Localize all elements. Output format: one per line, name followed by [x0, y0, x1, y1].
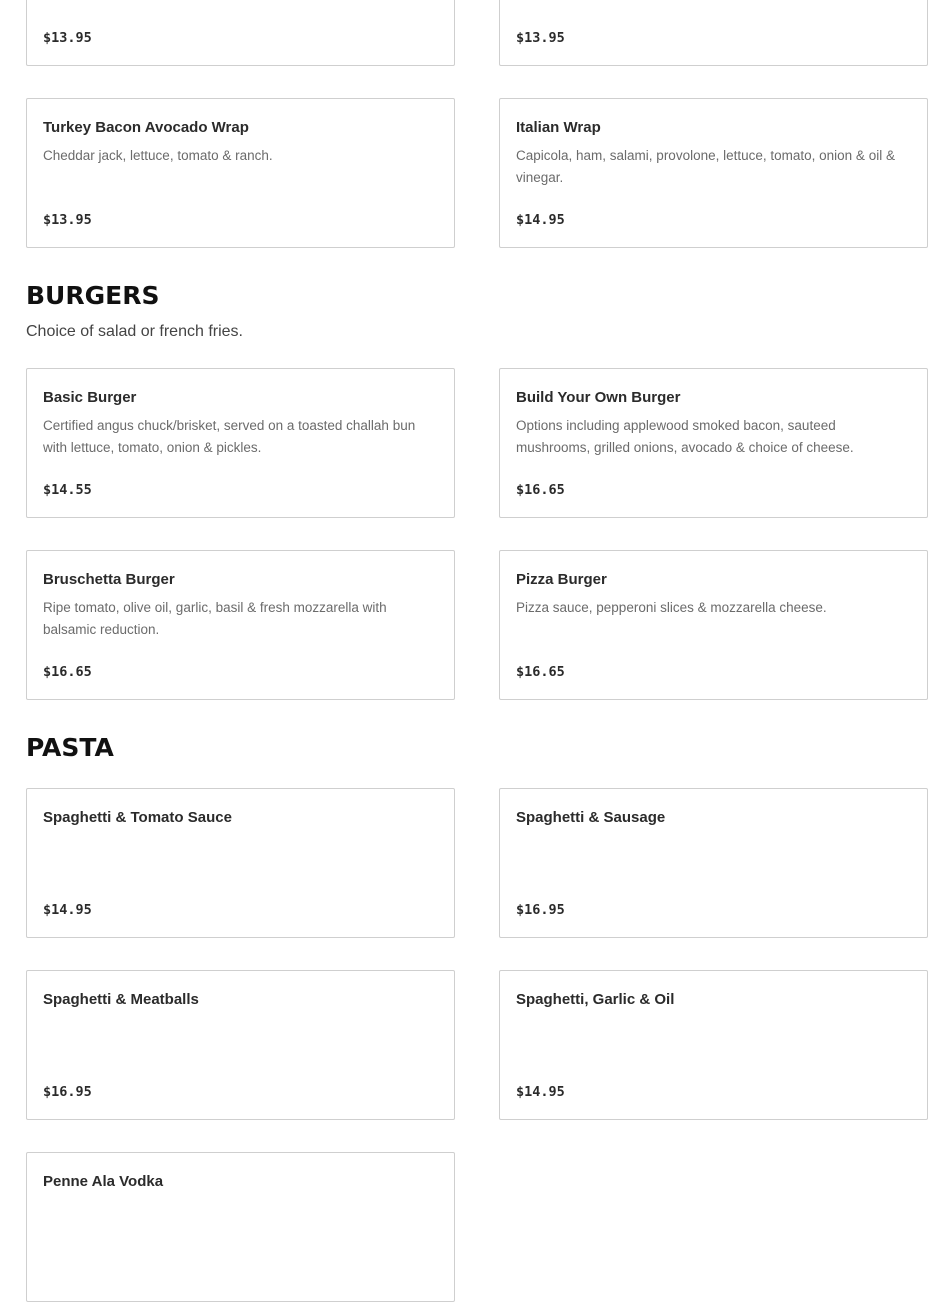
- menu-item-price: $16.65: [516, 664, 565, 680]
- menu-item-description: Ripe tomato, olive oil, garlic, basil & fresh mozzarella with balsamic reduction.: [43, 600, 387, 637]
- menu-item-description: Pizza sauce, pepperoni slices & mozzarella cheese.: [516, 600, 827, 615]
- menu-item-price: $16.95: [516, 902, 565, 918]
- menu-item-card[interactable]: [499, 550, 928, 700]
- menu-item-card[interactable]: [26, 368, 455, 518]
- menu-item-name: Spaghetti, Garlic & Oil: [516, 991, 675, 1008]
- menu-item-card[interactable]: [499, 970, 928, 1120]
- menu-item-card[interactable]: [499, 0, 928, 66]
- menu-item-name: Spaghetti & Sausage: [516, 809, 666, 826]
- menu-item-price: $16.95: [43, 1084, 92, 1100]
- menu-item-name: Turkey Bacon Avocado Wrap: [43, 119, 249, 136]
- menu-item-card[interactable]: [499, 98, 928, 248]
- menu-item-price: $14.55: [43, 482, 92, 498]
- menu-item-card[interactable]: [499, 788, 928, 938]
- section-subtitle-burgers: Choice of salad or french fries.: [26, 323, 243, 340]
- menu-item-price: $14.95: [516, 212, 565, 228]
- menu-item-card[interactable]: [26, 970, 455, 1120]
- section-title-burgers: BURGERS: [26, 281, 160, 310]
- menu-item-name: Bruschetta Burger: [43, 571, 175, 588]
- menu-item-card[interactable]: [26, 98, 455, 248]
- menu-item-description: Cheddar jack, lettuce, tomato & ranch.: [43, 148, 273, 163]
- section-title-pasta: PASTA: [26, 733, 114, 762]
- menu-item-card[interactable]: [499, 368, 928, 518]
- menu-item-price: $14.95: [43, 902, 92, 918]
- menu-item-card[interactable]: [26, 1152, 455, 1302]
- menu-item-name: Build Your Own Burger: [516, 389, 681, 406]
- menu-item-name: Spaghetti & Meatballs: [43, 991, 199, 1008]
- menu-item-price: $16.65: [43, 664, 92, 680]
- menu-item-name: Italian Wrap: [516, 119, 601, 136]
- menu-item-name: Spaghetti & Tomato Sauce: [43, 809, 232, 826]
- menu-item-name: Pizza Burger: [516, 571, 607, 588]
- menu-item-price: $13.95: [43, 30, 92, 46]
- menu-item-description: Certified angus chuck/brisket, served on a toasted challah bun with lettuce, tomato, onion & pickles.: [43, 418, 416, 455]
- menu-item-name: Penne Ala Vodka: [43, 1173, 164, 1190]
- menu-item-price: $13.95: [516, 30, 565, 46]
- menu-item-price: $14.95: [516, 1084, 565, 1100]
- menu-item-description: Options including applewood smoked bacon, sauteed mushrooms, grilled onions, avocado & choice of cheese.: [516, 418, 854, 455]
- menu-item-card[interactable]: [26, 788, 455, 938]
- menu-item-price: $13.95: [43, 212, 92, 228]
- menu-item-description: Capicola, ham, salami, provolone, lettuce, tomato, onion & oil & vinegar.: [516, 148, 895, 185]
- menu-item-name: Basic Burger: [43, 389, 137, 406]
- menu-item-card[interactable]: [26, 550, 455, 700]
- menu-item-card[interactable]: [26, 0, 455, 66]
- menu-item-price: $16.65: [516, 482, 565, 498]
